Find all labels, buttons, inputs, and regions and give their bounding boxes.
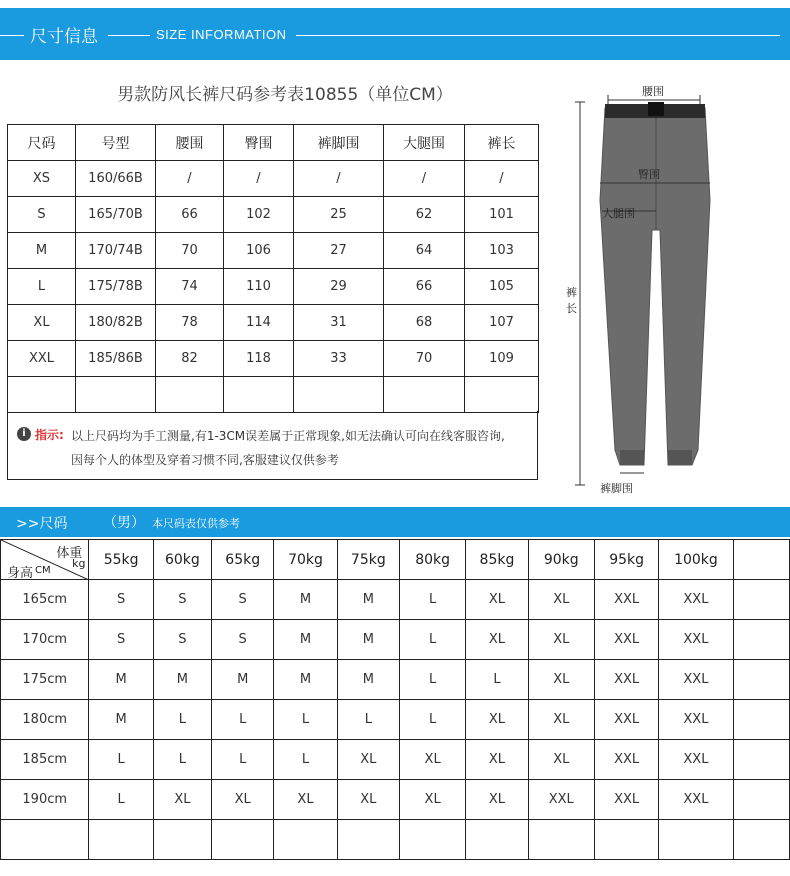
height-cell: 185cm (1, 740, 89, 780)
size-cell: 64 (384, 233, 465, 269)
length-label: 裤长 (566, 286, 577, 315)
size-cell (224, 377, 294, 413)
recommended-size-cell: XL (528, 620, 594, 660)
size-cell: 118 (224, 341, 294, 377)
recommended-size-cell: XL (153, 780, 211, 820)
recommended-size-cell: L (399, 700, 465, 740)
table-title: 男款防风长裤尺码参考表10855（单位CM） (117, 85, 453, 105)
size-cell (465, 377, 539, 413)
size-cell: / (156, 161, 224, 197)
recommended-size-cell: XL (399, 740, 465, 780)
size-guide-header (0, 507, 790, 537)
banner-divider (296, 35, 780, 36)
recommended-size-cell: M (153, 660, 211, 700)
recommended-size-cell (733, 660, 789, 700)
size-table (7, 124, 539, 413)
recommended-size-cell: XL (274, 780, 337, 820)
recommended-size-cell: XL (528, 580, 594, 620)
hip-label: 臀围 (638, 168, 660, 181)
size-cell: 101 (465, 197, 539, 233)
weight-table-row (1, 780, 790, 820)
size-header-cell: 裤脚围 (294, 125, 384, 161)
size-cell (156, 377, 224, 413)
recommended-size-cell: L (212, 740, 274, 780)
size-cell: 33 (294, 341, 384, 377)
size-cell: 110 (224, 269, 294, 305)
recommended-size-cell: XXL (659, 700, 733, 740)
banner-divider (0, 35, 24, 36)
info-icon: i (17, 427, 31, 441)
recommended-size-cell: S (212, 580, 274, 620)
size-cell: 185/86B (76, 341, 156, 377)
size-cell: 62 (384, 197, 465, 233)
size-cell: L (8, 269, 76, 305)
note-label: 指示: (35, 428, 64, 442)
recommended-size-cell: L (89, 780, 153, 820)
weight-table-row (1, 660, 790, 700)
recommended-size-cell: M (337, 620, 399, 660)
weight-header-cell: 60kg (153, 540, 211, 580)
size-cell: 175/78B (76, 269, 156, 305)
size-cell (384, 377, 465, 413)
height-cell: 190cm (1, 780, 89, 820)
recommended-size-cell: XXL (594, 580, 658, 620)
size-cell: 103 (465, 233, 539, 269)
corner-height-label: 身高 (7, 566, 34, 580)
recommended-size-cell: M (212, 660, 274, 700)
weight-table-row (1, 580, 790, 620)
size-cell: / (294, 161, 384, 197)
recommended-size-cell: XL (337, 740, 399, 780)
recommended-size-cell: XL (466, 620, 528, 660)
section-desc: 本尺码表仅供参考 (152, 517, 240, 530)
recommended-size-cell (212, 820, 274, 860)
recommended-size-cell (733, 580, 789, 620)
size-table-row (8, 305, 539, 341)
recommended-size-cell: S (212, 620, 274, 660)
note-line-2: 因每个人的体型及穿着习惯不同,客服建议仅供参考 (71, 453, 339, 467)
recommended-size-cell (153, 820, 211, 860)
recommended-size-cell: XL (466, 740, 528, 780)
size-cell: 78 (156, 305, 224, 341)
size-cell: / (465, 161, 539, 197)
height-cell: 170cm (1, 620, 89, 660)
waist-label: 腰围 (642, 85, 664, 98)
size-cell (8, 377, 76, 413)
recommended-size-cell: XXL (594, 620, 658, 660)
size-cell: 29 (294, 269, 384, 305)
recommended-size-cell: M (274, 620, 337, 660)
corner-weight-label: 体重 (56, 546, 83, 561)
size-table-row (8, 161, 539, 197)
recommended-size-cell (733, 620, 789, 660)
weight-header-cell: 90kg (528, 540, 594, 580)
size-table-header (8, 125, 539, 161)
recommended-size-cell: L (399, 580, 465, 620)
recommended-size-cell: XL (337, 780, 399, 820)
weight-header-cell: 95kg (594, 540, 658, 580)
size-cell: 114 (224, 305, 294, 341)
size-cell: 66 (384, 269, 465, 305)
recommended-size-cell: XL (399, 780, 465, 820)
banner-title-en: SIZE INFORMATION (156, 27, 287, 42)
size-header-cell: 尺码 (8, 125, 76, 161)
size-cell: XXL (8, 341, 76, 377)
recommended-size-cell (337, 820, 399, 860)
size-cell: M (8, 233, 76, 269)
size-cell: 70 (384, 341, 465, 377)
recommended-size-cell: M (274, 580, 337, 620)
weight-header-cell: 65kg (212, 540, 274, 580)
recommended-size-cell: XXL (659, 580, 733, 620)
banner-title-cn: 尺寸信息 (30, 27, 98, 47)
height-cell: 165cm (1, 580, 89, 620)
banner-divider (108, 35, 150, 36)
recommended-size-cell: L (466, 660, 528, 700)
weight-header-cell (733, 540, 789, 580)
recommended-size-cell: XL (528, 660, 594, 700)
recommended-size-cell: M (337, 580, 399, 620)
size-header-cell: 号型 (76, 125, 156, 161)
size-cell: 74 (156, 269, 224, 305)
recommended-size-cell: XXL (594, 780, 658, 820)
size-cell: S (8, 197, 76, 233)
weight-table-row (1, 820, 790, 860)
recommended-size-cell (733, 820, 789, 860)
recommended-size-cell: L (274, 740, 337, 780)
size-cell: 165/70B (76, 197, 156, 233)
recommended-size-cell: M (89, 660, 153, 700)
size-cell: XS (8, 161, 76, 197)
recommended-size-cell: XL (212, 780, 274, 820)
measurement-note (7, 411, 538, 480)
note-line-1: 以上尺码均为手工测量,有1-3CM误差属于正常现象,如无法确认可向在线客服咨询, (71, 429, 505, 443)
recommended-size-cell: M (274, 660, 337, 700)
weight-header-cell: 75kg (337, 540, 399, 580)
hem-label: 裤脚围 (600, 482, 633, 495)
size-cell: 180/82B (76, 305, 156, 341)
recommended-size-cell: L (89, 740, 153, 780)
recommended-size-cell: L (274, 700, 337, 740)
size-header-cell: 臀围 (224, 125, 294, 161)
pants-diagram (560, 80, 785, 500)
recommended-size-cell: XXL (659, 660, 733, 700)
size-cell: 66 (156, 197, 224, 233)
weight-header-cell: 70kg (274, 540, 337, 580)
size-cell: 82 (156, 341, 224, 377)
recommended-size-cell: L (212, 700, 274, 740)
weight-table-row (1, 740, 790, 780)
recommended-size-cell (733, 740, 789, 780)
recommended-size-cell (274, 820, 337, 860)
size-cell: 31 (294, 305, 384, 341)
recommended-size-cell: M (337, 660, 399, 700)
size-cell: 109 (465, 341, 539, 377)
size-cell: 170/74B (76, 233, 156, 269)
table-corner-cell (1, 540, 89, 580)
size-table-row (8, 341, 539, 377)
size-cell: / (224, 161, 294, 197)
size-cell (294, 377, 384, 413)
size-cell: 27 (294, 233, 384, 269)
size-header-cell: 裤长 (465, 125, 539, 161)
size-cell: 107 (465, 305, 539, 341)
size-cell: 102 (224, 197, 294, 233)
size-cell: 106 (224, 233, 294, 269)
recommended-size-cell: L (153, 700, 211, 740)
size-cell: 70 (156, 233, 224, 269)
size-table-row (8, 269, 539, 305)
height-cell: 175cm (1, 660, 89, 700)
recommended-size-cell (89, 820, 153, 860)
recommended-size-cell: XXL (594, 740, 658, 780)
weight-table-row (1, 620, 790, 660)
weight-header-cell: 85kg (466, 540, 528, 580)
height-cell: 180cm (1, 700, 89, 740)
height-cell (1, 820, 89, 860)
size-cell: / (384, 161, 465, 197)
thigh-label: 大腿围 (602, 207, 635, 220)
recommended-size-cell: XXL (528, 780, 594, 820)
recommended-size-cell: XXL (659, 620, 733, 660)
recommended-size-cell: XL (528, 700, 594, 740)
size-header-cell: 腰围 (156, 125, 224, 161)
recommended-size-cell: M (89, 700, 153, 740)
recommended-size-cell (594, 820, 658, 860)
recommended-size-cell: S (153, 580, 211, 620)
size-cell: XL (8, 305, 76, 341)
recommended-size-cell: XL (528, 740, 594, 780)
recommended-size-cell: XXL (594, 660, 658, 700)
size-cell: 25 (294, 197, 384, 233)
recommended-size-cell: L (153, 740, 211, 780)
size-info-banner (0, 8, 790, 60)
recommended-size-cell (399, 820, 465, 860)
recommended-size-cell: XXL (659, 780, 733, 820)
recommended-size-cell: XL (466, 700, 528, 740)
recommended-size-cell: XL (466, 780, 528, 820)
recommended-size-cell (733, 700, 789, 740)
recommended-size-cell: L (399, 660, 465, 700)
weight-header-cell: 100kg (659, 540, 733, 580)
weight-height-table (0, 539, 790, 860)
corner-kg-label: kg (72, 557, 86, 570)
pants-illustration (560, 80, 785, 500)
size-cell: 68 (384, 305, 465, 341)
recommended-size-cell: S (89, 620, 153, 660)
size-cell: 105 (465, 269, 539, 305)
recommended-size-cell: S (153, 620, 211, 660)
recommended-size-cell: XXL (594, 700, 658, 740)
corner-cm-label: CM (35, 565, 51, 576)
recommended-size-cell: XL (466, 580, 528, 620)
size-header-cell: 大腿围 (384, 125, 465, 161)
recommended-size-cell (466, 820, 528, 860)
section-prefix: >>尺码 (16, 516, 68, 532)
weight-table-row (1, 700, 790, 740)
weight-header-cell: 80kg (399, 540, 465, 580)
recommended-size-cell: S (89, 580, 153, 620)
section-gender: （男） (103, 515, 145, 531)
size-table-row (8, 197, 539, 233)
recommended-size-cell: XXL (659, 740, 733, 780)
size-table-row (8, 233, 539, 269)
size-table-row (8, 377, 539, 413)
weight-header-row (1, 540, 790, 580)
size-cell (76, 377, 156, 413)
size-cell: 160/66B (76, 161, 156, 197)
recommended-size-cell (659, 820, 733, 860)
recommended-size-cell: L (399, 620, 465, 660)
recommended-size-cell (528, 820, 594, 860)
recommended-size-cell: L (337, 700, 399, 740)
recommended-size-cell (733, 780, 789, 820)
weight-header-cell: 55kg (89, 540, 153, 580)
